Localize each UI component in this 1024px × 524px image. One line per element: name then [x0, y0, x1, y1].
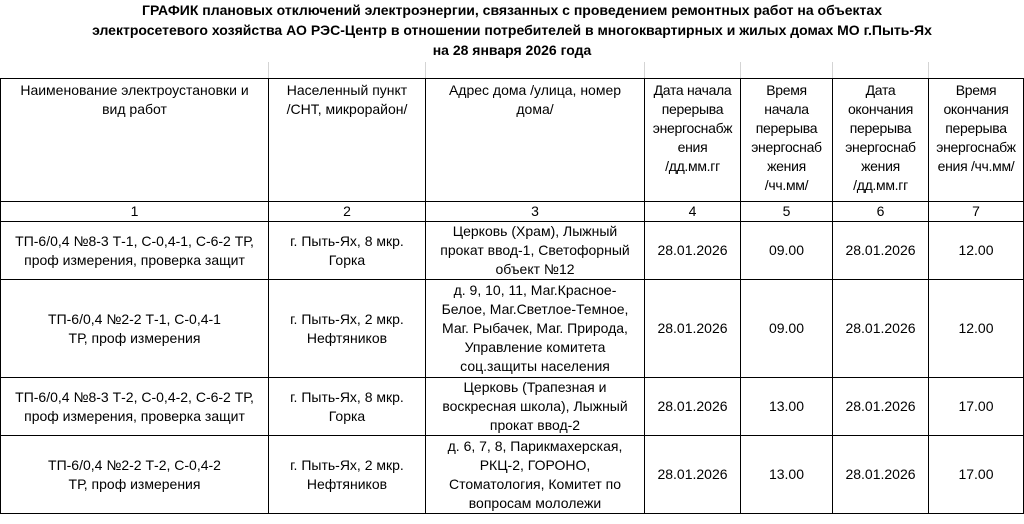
cell-text-line: Населенный пункт: [286, 82, 408, 98]
table-row: [1, 280, 1024, 378]
cell-text-line: Белое, Маг.Светлое-Темное,: [441, 301, 629, 317]
cell-text-line: Управление комитета: [464, 339, 606, 355]
cell-text-line: перерыва: [945, 120, 1007, 136]
column-number: 6: [833, 202, 929, 222]
cell-text-line: перерыва: [661, 101, 724, 117]
cell-text-line: вид работ: [102, 101, 167, 117]
end-date-cell: 28.01.2026: [833, 280, 929, 378]
settlement-cell: [269, 436, 426, 514]
column-number: 7: [929, 202, 1024, 222]
end-time-cell: 12.00: [929, 222, 1024, 280]
table-row: [1, 222, 1024, 280]
end-time-cell: 17.00: [929, 378, 1024, 436]
end-date-cell: 28.01.2026: [833, 436, 929, 514]
column-number: 2: [269, 202, 426, 222]
cell-text-line: Стоматология, Комитет по: [448, 475, 622, 492]
cell-text-line: Дата начала: [653, 82, 732, 98]
cell-text-line: вопросам мололежи: [468, 494, 602, 511]
cell-text-line: Церковь (Храм), Лыжный: [452, 223, 618, 239]
column-number: 4: [645, 202, 741, 222]
column-number: 3: [426, 202, 645, 222]
cell-text-line: жения: [767, 158, 806, 174]
cell-text-line: энергоснабж: [652, 120, 733, 136]
sheet-gridline: [740, 62, 741, 78]
start-time-cell: 13.00: [741, 378, 833, 436]
column-header-end-time: [929, 79, 1024, 202]
cell-text-line: ТР, проф измерения: [68, 329, 201, 346]
schedule-title: [0, 0, 1024, 62]
cell-text-line: ения /чч.мм/: [937, 158, 1015, 174]
cell-text-line: начала: [764, 101, 809, 117]
sheet-gridline: [928, 62, 929, 78]
address-cell: [426, 280, 645, 378]
cell-text-line: д. 9, 10, 11, Маг.Красное-: [453, 282, 617, 298]
settlement-cell: [269, 222, 426, 280]
address-cell: [426, 378, 645, 436]
cell-text-line: Адрес дома /улица, номер: [448, 82, 622, 98]
cell-text-line: прокат ввод-2: [489, 417, 581, 433]
cell-text-line: Горка: [328, 251, 366, 268]
cell-text-line: Время: [766, 82, 807, 98]
cell-text-line: г. Пыть-Ях, 2 мкр.: [290, 310, 404, 327]
cell-text-line: ТП-6/0,4 №8-3 Т-1, С-0,4-1, С-6-2 ТР,: [15, 232, 254, 249]
cell-text-line: соц.защиты населения: [460, 358, 610, 374]
header-row: [1, 79, 1024, 202]
cell-text-line: РКЦ-2, ГОРОНО,: [479, 456, 591, 473]
cell-text-line: дома/: [516, 101, 554, 117]
cell-text-line: ТП-6/0,4 №8-3 Т-2, С-0,4-2, С-6-2 ТР,: [15, 388, 254, 405]
settlement-cell: [269, 378, 426, 436]
cell-text-line: проф измерения, проверка защит: [24, 251, 245, 268]
column-header-end-date: [833, 79, 929, 202]
cell-text-line: объект №12: [495, 261, 575, 277]
cell-text-line: г. Пыть-Ях, 2 мкр.: [290, 456, 404, 473]
cell-text-line: проф измерения, проверка защит: [24, 407, 245, 424]
address-cell: [426, 436, 645, 514]
cell-text-line: жения: [861, 158, 900, 174]
cell-text-line: воскресная школа), Лыжный: [442, 398, 628, 414]
cell-text-line: энергоснаб: [751, 139, 822, 155]
address-cell: [426, 222, 645, 280]
installation-cell: [1, 436, 269, 514]
sheet-gridline: [644, 62, 645, 78]
start-time-cell: 09.00: [741, 280, 833, 378]
cell-text-line: /дд.мм.гг: [665, 158, 720, 174]
cell-text-line: Нефтяников: [306, 475, 388, 492]
installation-cell: [1, 280, 269, 378]
sheet-gridline: [425, 62, 426, 78]
cell-text-line: перерыва: [849, 120, 912, 136]
outage-schedule-table: [0, 78, 1024, 514]
title-line-2: электросетевого хозяйства АО РЭС-Центр в отношении потребителей в многоквартирных и жилых домах МО г.Пыть-Ях: [92, 22, 932, 38]
column-number-row: [1, 202, 1024, 222]
cell-text-line: окончания: [847, 101, 914, 117]
cell-text-line: Церковь (Трапезная и: [463, 379, 607, 395]
column-header-start-date: [645, 79, 741, 202]
column-header-settlement: [269, 79, 426, 202]
sheet-gridline: [832, 62, 833, 78]
column-header-installation: [1, 79, 269, 202]
cell-text-line: Время: [955, 82, 997, 98]
start-date-cell: 28.01.2026: [645, 280, 741, 378]
cell-text-line: Нефтяников: [306, 329, 388, 346]
cell-text-line: Дата: [865, 82, 896, 98]
start-date-cell: 28.01.2026: [645, 378, 741, 436]
end-date-cell: 28.01.2026: [833, 378, 929, 436]
cell-text-line: Маг. Рыбачек, Маг. Природа,: [442, 320, 628, 336]
cell-text-line: д. 6, 7, 8, Парикмахерская,: [447, 437, 623, 454]
cell-text-line: Наименование электроустановки и: [20, 82, 249, 98]
installation-cell: [1, 222, 269, 280]
cell-text-line: энергоснаб: [845, 139, 916, 155]
start-time-cell: 09.00: [741, 222, 833, 280]
cell-text-line: г. Пыть-Ях, 8 мкр.: [290, 388, 404, 405]
table-row: [1, 436, 1024, 514]
title-line-3: на 28 января 2026 года: [432, 42, 592, 58]
column-header-address: [426, 79, 645, 202]
column-header-start-time: [741, 79, 833, 202]
end-time-cell: 17.00: [929, 436, 1024, 514]
cell-text-line: прокат ввод-1, Светофорный: [440, 242, 630, 258]
cell-text-line: ТП-6/0,4 №2-2 Т-1, С-0,4-1: [48, 310, 221, 327]
cell-text-line: /чч.мм/: [764, 177, 809, 193]
start-date-cell: 28.01.2026: [645, 436, 741, 514]
cell-text-line: энергоснабж: [936, 139, 1016, 155]
column-number: 1: [1, 202, 269, 222]
cell-text-line: ТР, проф измерения: [68, 475, 201, 492]
cell-text-line: Горка: [328, 407, 366, 424]
start-time-cell: 13.00: [741, 436, 833, 514]
cell-text-line: ения: [677, 139, 708, 155]
cell-text-line: /дд.мм.гг: [853, 177, 908, 193]
title-line-1: ГРАФИК плановых отключений электроэнергии, связанных с проведением ремонтных работ на объектах: [142, 2, 882, 18]
cell-text-line: /СНТ, микрорайон/: [286, 101, 408, 117]
column-number: 5: [741, 202, 833, 222]
start-date-cell: 28.01.2026: [645, 222, 741, 280]
installation-cell: [1, 378, 269, 436]
end-date-cell: 28.01.2026: [833, 222, 929, 280]
table-row: [1, 378, 1024, 436]
cell-text-line: окончания: [943, 101, 1009, 117]
sheet-gridline: [268, 62, 269, 78]
end-time-cell: 12.00: [929, 280, 1024, 378]
cell-text-line: г. Пыть-Ях, 8 мкр.: [290, 232, 404, 249]
settlement-cell: [269, 280, 426, 378]
cell-text-line: перерыва: [755, 120, 818, 136]
cell-text-line: ТП-6/0,4 №2-2 Т-2, С-0,4-2: [48, 456, 221, 473]
